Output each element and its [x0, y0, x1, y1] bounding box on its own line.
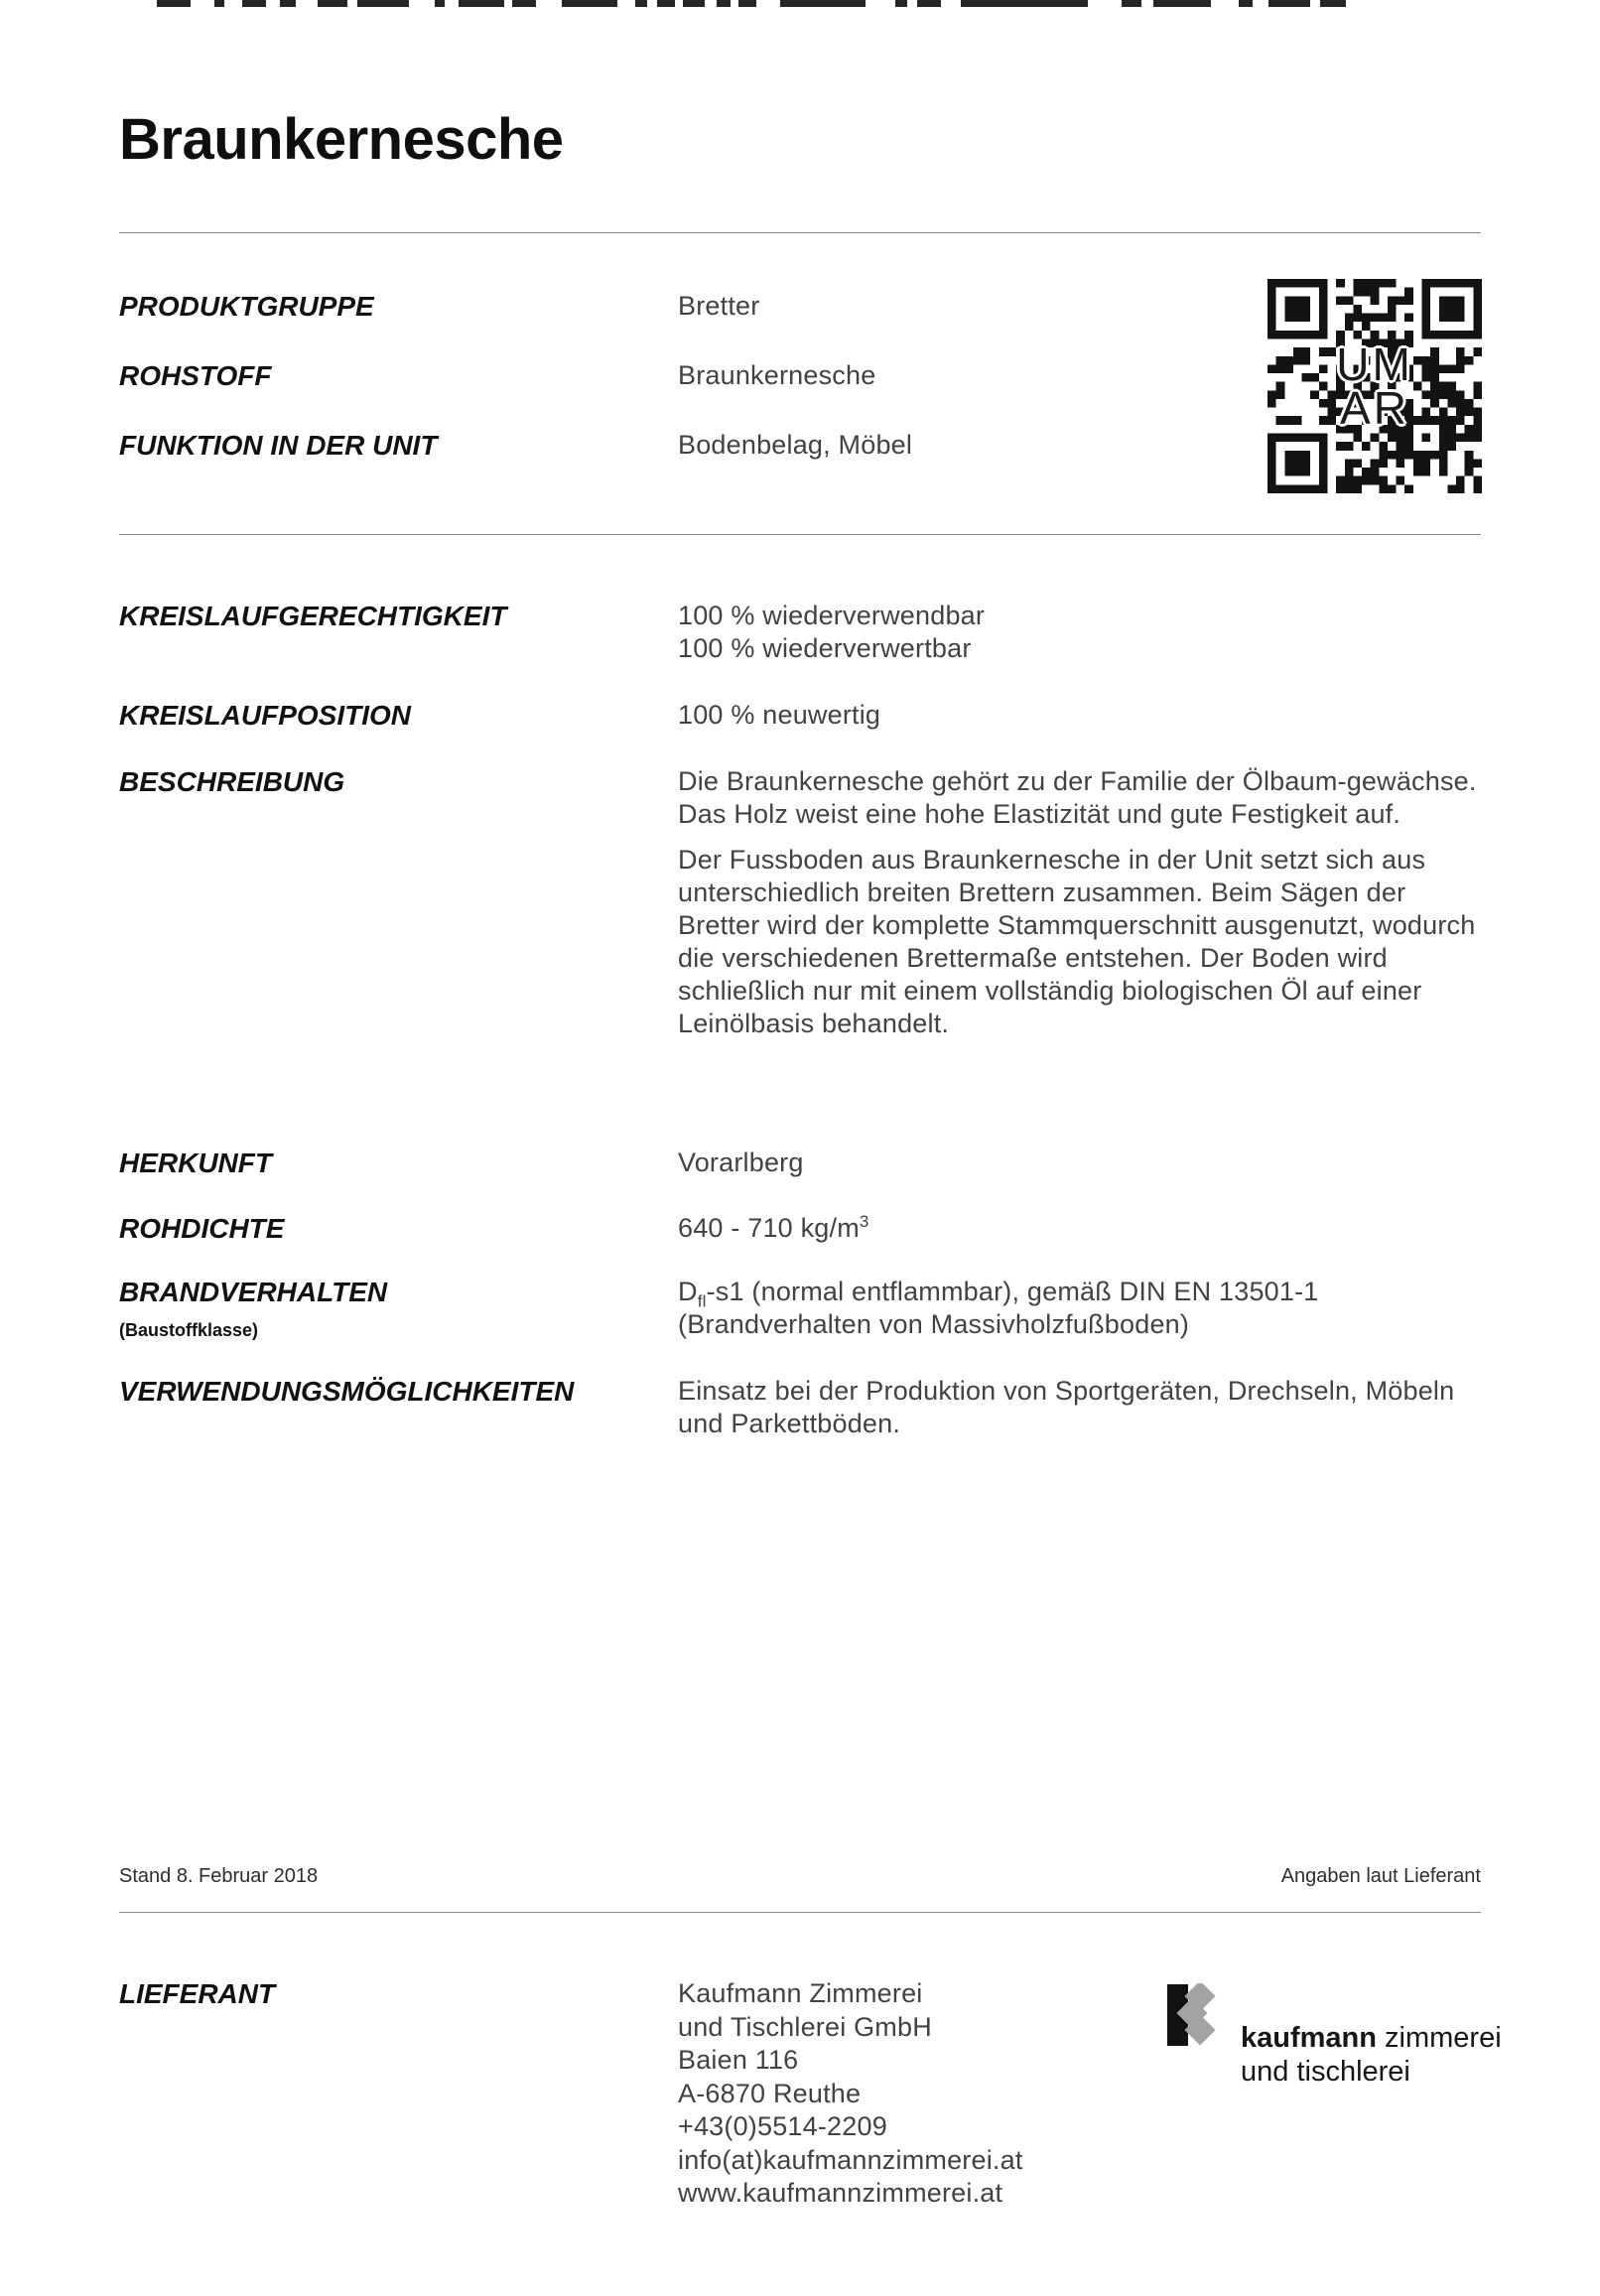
description-paragraph-1: Die Braunkernesche gehört zu der Familie der Ölbaum-gewächse. Das Holz weist eine hohe Elastizität und gute Festigkeit auf.	[678, 766, 1477, 829]
field-label-text: BRANDVERHALTEN	[119, 1277, 388, 1307]
fire-class-subscript: fl	[697, 1291, 707, 1311]
density-value: 640 - 710 kg/m	[678, 1213, 860, 1243]
supplier-website: www.kaufmannzimmerei.at	[678, 2178, 1003, 2208]
fire-class-note: (Brandverhalten von Massivholzfußboden)	[678, 1309, 1190, 1339]
supplier-name-line1: Kaufmann Zimmerei	[678, 1978, 923, 2008]
field-value	[678, 600, 1487, 665]
field-kreislaufgerechtigkeit	[119, 600, 1481, 665]
field-label: HERKUNFT	[119, 1148, 272, 1178]
field-value	[678, 765, 1487, 1040]
divider-bottom	[119, 1912, 1481, 1913]
supplier-phone: +43(0)5514-2209	[678, 2111, 887, 2141]
kaufmann-logo-text	[1241, 2021, 1502, 2089]
qr-overlay-line1: UM	[1336, 338, 1413, 390]
field-label: BESCHREIBUNG	[119, 766, 345, 797]
field-kreislaufposition	[119, 699, 1481, 733]
density-exponent: 3	[859, 1212, 869, 1231]
supplier-street: Baien 116	[678, 2045, 799, 2075]
field-value	[678, 1276, 1487, 1341]
kaufmann-logo	[1167, 1983, 1502, 2089]
date-of-issue: Stand 8. Februar 2018	[119, 1865, 319, 1887]
field-herkunft	[119, 1147, 1481, 1180]
field-verwendungsmoeglichkeiten	[119, 1375, 1481, 1440]
supplier-email: info(at)kaufmannzimmerei.at	[678, 2144, 1023, 2175]
field-label: ROHSTOFF	[119, 360, 272, 391]
field-label: LIEFERANT	[119, 1978, 276, 2009]
page-title: Braunkernesche	[119, 107, 564, 172]
value-line: 100 % wiederverwendbar	[678, 601, 986, 630]
qr-code	[1267, 279, 1482, 493]
logo-word-kaufmann: kaufmann	[1241, 2022, 1377, 2054]
value-line: 100 % wiederverwertbar	[678, 633, 972, 663]
cropped-header-artifact	[157, 0, 1348, 7]
field-value	[678, 1212, 1487, 1245]
field-sublabel: (Baustoffklasse)	[119, 1320, 259, 1340]
field-label: VERWENDUNGSMÖGLICHKEITEN	[119, 1376, 575, 1407]
field-value: Bodenbelag, Möbel	[678, 430, 913, 460]
field-label: KREISLAUFGERECHTIGKEIT	[119, 601, 507, 631]
source-note: Angaben laut Lieferant	[1280, 1865, 1481, 1887]
logo-line2: und tischlerei	[1241, 2056, 1410, 2088]
field-label: FUNKTION IN DER UNIT	[119, 430, 438, 461]
field-value: Vorarlberg	[678, 1148, 804, 1177]
divider-top	[119, 232, 1481, 233]
field-value: Einsatz bei der Produktion von Sportgeräten, Drechseln, Möbeln und Parkettböden.	[678, 1376, 1455, 1438]
field-value: Bretter	[678, 291, 760, 321]
description-paragraph-2: Der Fussboden aus Braunkernesche in der Unit setzt sich aus unterschiedlich breiten Brettern zusammen. Beim Sägen der Bretter wird der komplette Stammquerschnitt ausgenutzt, wodurch die verschiedenen Brettermaße entstehen. Der Boden wird schließlich nur mit einem vollständig biologischen Öl auf einer Leinölbasis behandelt.	[678, 845, 1476, 1038]
fire-class-rest: -s1 (normal entflammbar), gemäß DIN EN 13501-1	[706, 1277, 1319, 1306]
field-rohdichte	[119, 1212, 1481, 1246]
field-value: Braunkernesche	[678, 360, 876, 390]
field-brandverhalten	[119, 1276, 1481, 1341]
logo-word-zimmerei: zimmerei	[1376, 2022, 1502, 2054]
fire-class-symbol: D	[678, 1277, 698, 1306]
footer-meta	[119, 1864, 1481, 1888]
field-label: ROHDICHTE	[119, 1213, 285, 1244]
kaufmann-logo-mark-icon	[1167, 1983, 1229, 2051]
field-beschreibung	[119, 765, 1481, 1040]
field-label: KREISLAUFPOSITION	[119, 700, 412, 731]
supplier-city: A-6870 Reuthe	[678, 2078, 862, 2108]
qr-overlay-text	[1267, 279, 1482, 493]
fire-class-line	[678, 1276, 1487, 1311]
divider-middle	[119, 534, 1481, 535]
logo-line1	[1241, 2021, 1502, 2055]
supplier-name-line2: und Tischlerei GmbH	[678, 2011, 932, 2042]
field-label	[119, 1276, 678, 1341]
field-value: 100 % neuwertig	[678, 700, 881, 730]
qr-overlay-line2: AR	[1340, 382, 1409, 434]
field-label: PRODUKTGRUPPE	[119, 291, 374, 322]
